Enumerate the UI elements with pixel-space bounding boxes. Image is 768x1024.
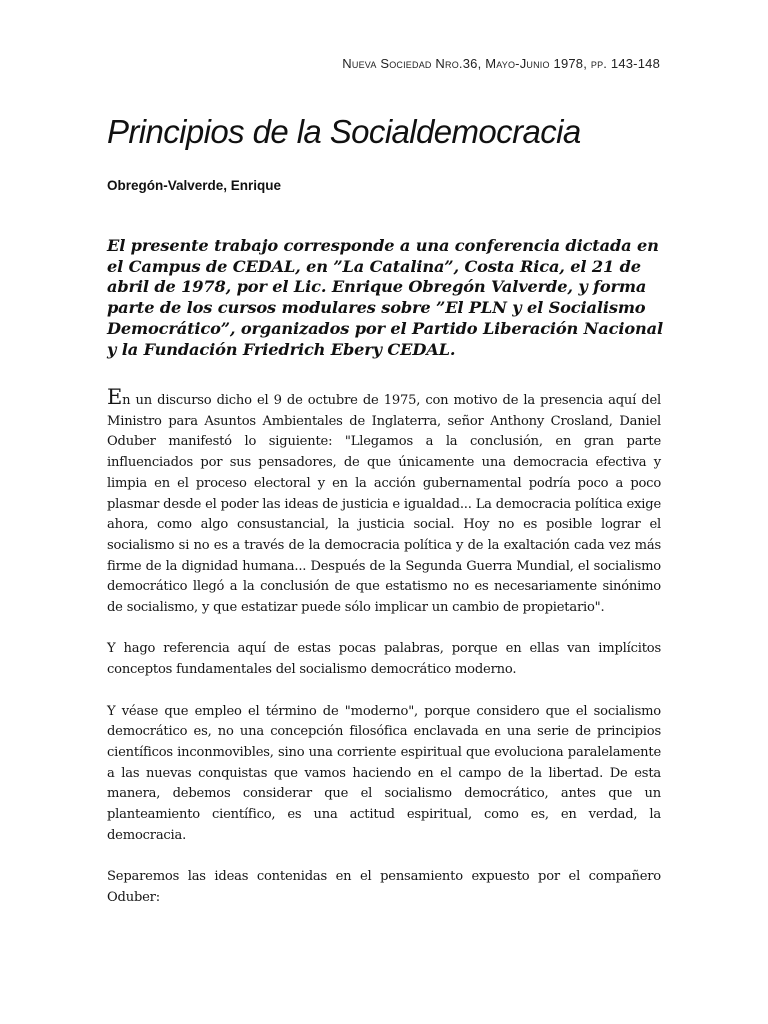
article-title: Principios de la Socialdemocracia	[107, 113, 581, 150]
body-paragraph-3: Y véase que empleo el término de "moderno", porque considero que el socialismo democrático es, no una concepción filosófica enclavada en una serie de principios científicos inconmovibles, sino una corriente espiritual que evoluciona paralelamente a las nuevas conquistas que vamos haciendo en el campo de la libertad. De esta manera, debemos considerar que el socialismo democrático, antes que un planteamiento científico, es una actitud espiritual, como es, en verdad, la democracia.	[107, 703, 661, 843]
body-paragraph-4: Separemos las ideas contenidas en el pensamiento expuesto por el compañero Oduber:	[107, 869, 661, 905]
article-body	[107, 385, 661, 929]
article-author: Obregón-Valverde, Enrique	[107, 178, 282, 193]
body-paragraph-1	[107, 385, 661, 619]
body-paragraph-2: Y hago referencia aquí de estas pocas palabras, porque en ellas van implícitos conceptos fundamentales del socialismo democrático moderno.	[107, 641, 661, 678]
journal-citation: Nueva Sociedad Nro.36, Mayo-Junio 1978, pp. 143-148	[342, 56, 660, 71]
body-paragraph-1-text: n un discurso dicho el 9 de octubre de 1975, con motivo de la presencia aquí del Ministro para Asuntos Ambientales de Inglaterra, señor Anthony Crosland, Daniel Oduber manifestó lo siguiente: "Llegamos a la conclusión, en gran parte influenciados por sus pensadores, de que únicamente una democracia efectiva y limpia en el proceso electoral y en la acción gubernamental podría poco a poco plasmar desde el poder las ideas de justicia e igualdad... La democracia política exige ahora, como algo consustancial, la justicia social. Hoy no es posible lograr el socialismo si no es a través de la democracia política y de la exaltación cada vez más firme de la dignidad humana... Después de la Segunda Guerra Mundial, el socialismo democrático llegó a la conclusión de que estatismo no es necesariamente sinónimo de socialismo, y que estatizar puede sólo implicar un cambio de propietario".	[107, 393, 661, 616]
article-abstract: El presente trabajo corresponde a una conferencia dictada en el Campus de CEDAL, en ”La Catalina”, Costa Rica, el 21 de abril de 1978, por el Lic. Enrique Obregón Valverde, y forma parte de los cursos modulares sobre ”El PLN y el Socialismo Democrático”, organizados por el Partido Liberación Nacional y la Fundación Friedrich Ebery CEDAL.	[107, 236, 663, 359]
drop-cap: E	[107, 385, 123, 409]
